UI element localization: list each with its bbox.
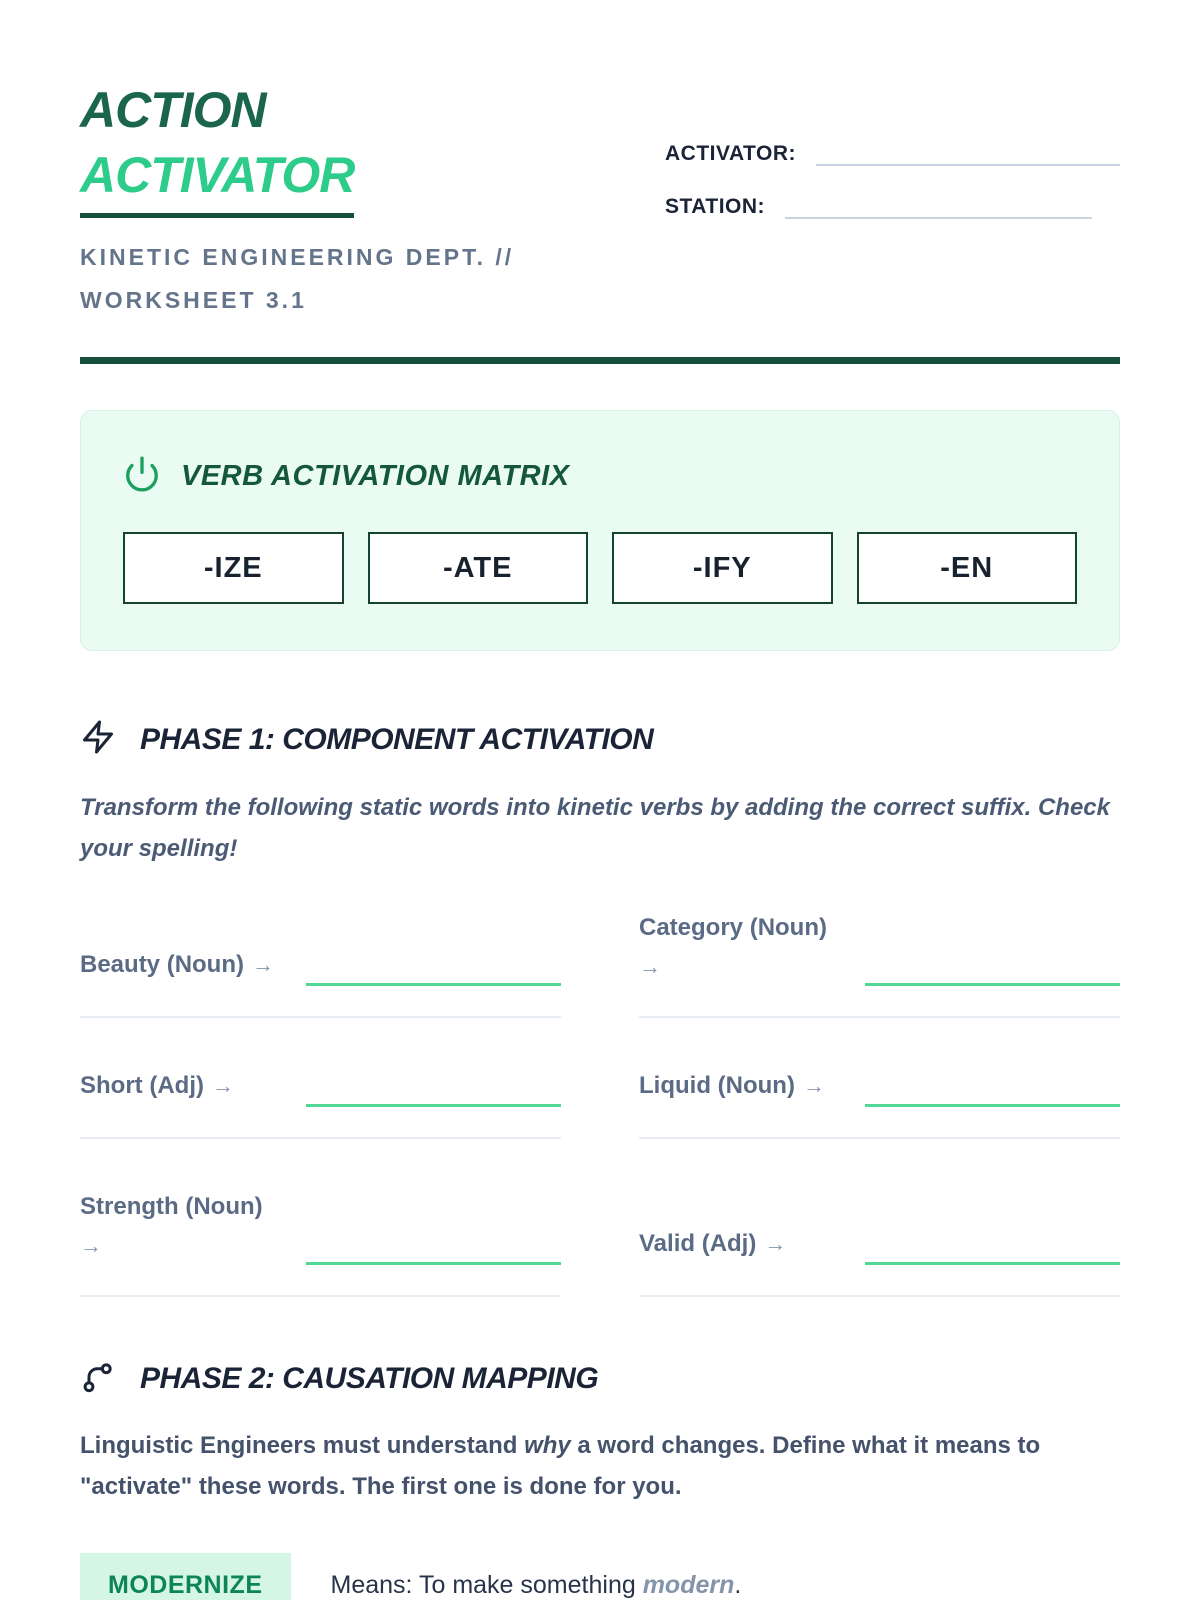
word-text: Short (Adj) xyxy=(80,1071,204,1099)
word-text: Category (Noun) xyxy=(639,913,827,941)
word-item-strength xyxy=(80,1187,561,1297)
answer-blank[interactable] xyxy=(865,1255,1120,1265)
activator-field-row xyxy=(665,140,1120,166)
title-action: ACTION xyxy=(80,82,266,138)
intro-post: a word changes. Define what it means to "activate" these words. The first one is done for you. xyxy=(80,1431,1041,1500)
title-block xyxy=(80,78,514,321)
word-label xyxy=(80,1187,292,1265)
answer-blank[interactable] xyxy=(865,976,1120,986)
suffix-chip-en[interactable]: -EN xyxy=(857,532,1078,604)
lightning-icon xyxy=(80,719,116,760)
word-item-short xyxy=(80,1066,561,1139)
subtitle-dept: KINETIC ENGINEERING DEPT. // xyxy=(80,244,515,270)
word-label xyxy=(80,1066,292,1107)
activator-field-label: ACTIVATOR: xyxy=(665,142,796,165)
phase2-intro xyxy=(80,1426,1120,1508)
modernize-badge: MODERNIZE xyxy=(80,1553,291,1600)
phase2-section xyxy=(80,1359,1120,1600)
branch-icon xyxy=(80,1359,116,1400)
matrix-title: VERB ACTIVATION MATRIX xyxy=(181,460,570,493)
station-field-label: STATION: xyxy=(665,195,766,218)
word-label xyxy=(639,908,851,986)
word-item-valid xyxy=(639,1187,1120,1297)
header xyxy=(80,78,1120,321)
answer-blank[interactable] xyxy=(306,1097,561,1107)
example-row xyxy=(80,1553,1120,1600)
word-label xyxy=(639,1066,851,1107)
suffix-chip-ify[interactable]: -IFY xyxy=(612,532,833,604)
example-definition xyxy=(331,1571,742,1600)
word-item-liquid xyxy=(639,1066,1120,1139)
matrix-header xyxy=(123,455,1077,498)
answer-blank[interactable] xyxy=(306,1255,561,1265)
answer-blank[interactable] xyxy=(865,1097,1120,1107)
intro-pre: Linguistic Engineers must understand xyxy=(80,1431,525,1459)
arrow-icon: → xyxy=(80,1233,102,1259)
word-text: Beauty (Noun) xyxy=(80,951,244,979)
page-title xyxy=(80,78,514,218)
phase1-instructions: Transform the following static words into kinetic verbs by adding the correct suffix. Check your spelling! xyxy=(80,794,1110,862)
means-pre: Means: To make something xyxy=(330,1571,643,1600)
word-item-beauty xyxy=(80,908,561,1018)
answer-blank[interactable] xyxy=(306,976,561,986)
subtitle-worksheet: WORKSHEET 3.1 xyxy=(80,286,307,313)
phase1-items-grid xyxy=(80,908,1120,1297)
means-post: . xyxy=(734,1571,742,1600)
station-field-blank[interactable] xyxy=(785,193,1092,219)
activator-field-blank[interactable] xyxy=(816,140,1120,166)
station-field-row xyxy=(665,193,1120,219)
subtitle xyxy=(80,236,514,321)
means-italic-word: modern xyxy=(642,1571,735,1600)
title-activator: ACTIVATOR xyxy=(80,143,354,218)
phase1-header xyxy=(80,719,1120,760)
arrow-icon: → xyxy=(252,952,274,978)
phase1-section xyxy=(80,719,1120,1297)
word-text: Liquid (Noun) xyxy=(639,1071,795,1099)
section-divider xyxy=(80,357,1120,364)
phase2-header xyxy=(80,1359,1120,1400)
header-fields xyxy=(665,140,1120,321)
word-text: Valid (Adj) xyxy=(639,1230,757,1258)
arrow-icon: → xyxy=(211,1072,234,1098)
intro-italic-word: why xyxy=(524,1431,571,1459)
suffix-chip-ize[interactable]: -IZE xyxy=(123,532,344,604)
arrow-icon: → xyxy=(802,1072,825,1098)
word-item-category xyxy=(639,908,1120,1018)
phase1-title: PHASE 1: COMPONENT ACTIVATION xyxy=(140,722,654,756)
word-text: Strength (Noun) xyxy=(80,1192,263,1220)
verb-activation-matrix-panel xyxy=(80,410,1120,651)
phase2-title: PHASE 2: CAUSATION MAPPING xyxy=(140,1362,599,1396)
arrow-icon: → xyxy=(764,1231,787,1257)
suffix-chip-ate[interactable]: -ATE xyxy=(368,532,589,604)
word-label xyxy=(80,945,292,986)
arrow-icon: → xyxy=(639,954,661,980)
power-icon xyxy=(123,455,161,498)
suffix-row xyxy=(123,532,1077,604)
word-label xyxy=(639,1224,851,1265)
